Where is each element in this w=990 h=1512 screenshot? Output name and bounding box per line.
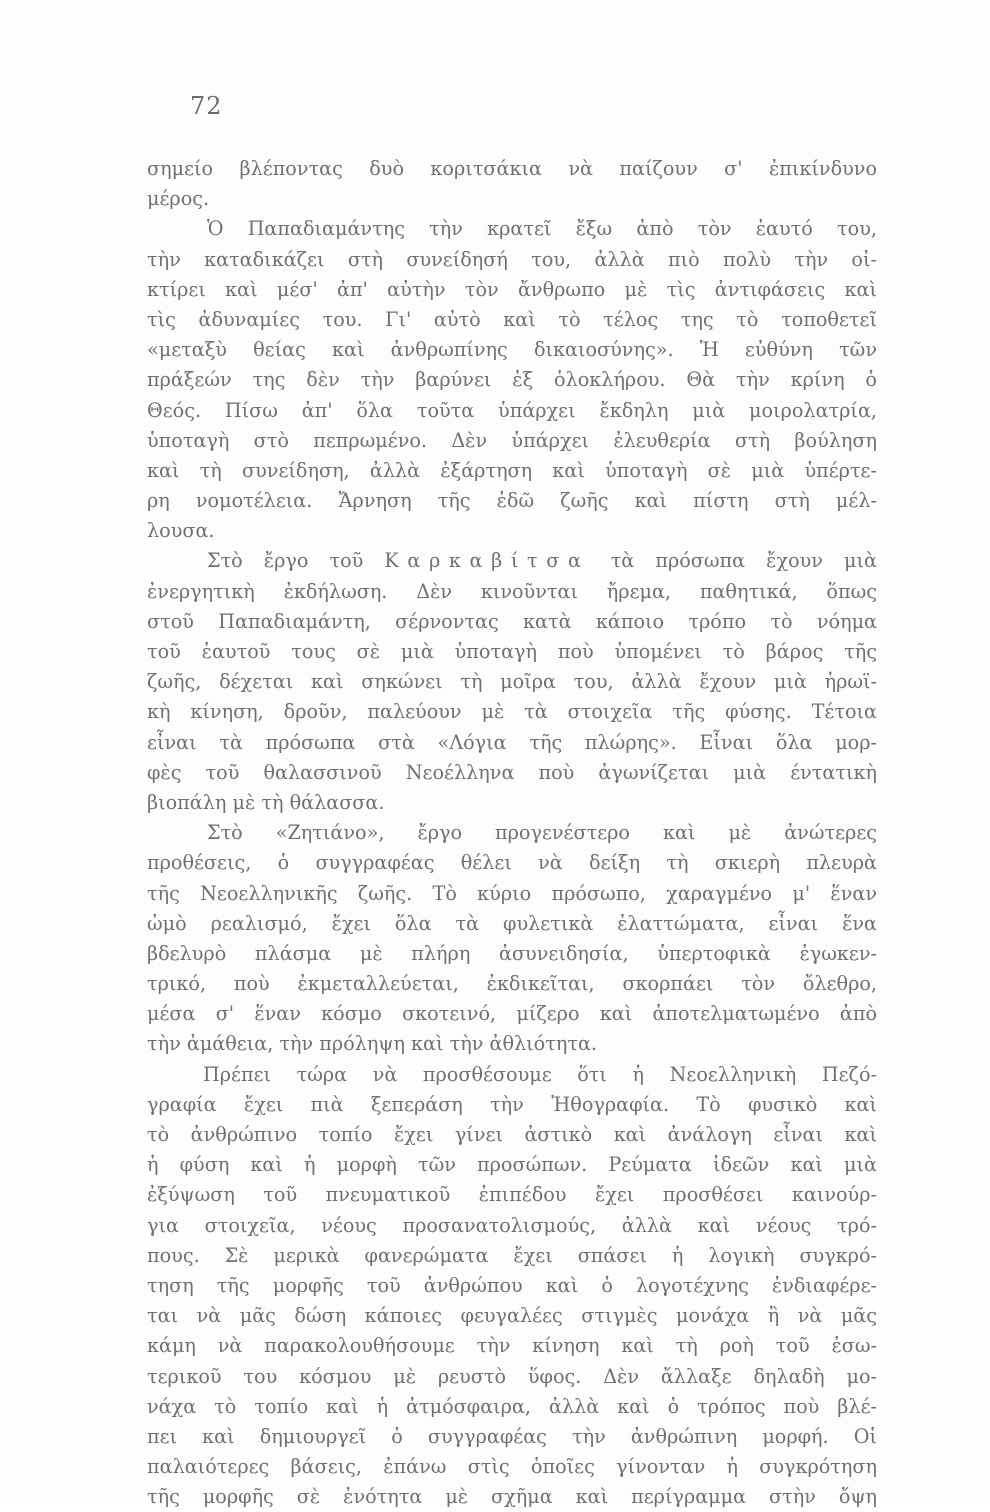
- text-line: τοῦ ἑαυτοῦ τους σὲ μιὰ ὑποταγὴ ποὺ ὑπομένει τὸ βάρος τῆς: [147, 640, 877, 663]
- text-line: τὸ ἀνθρώπινο τοπίο ἔχει γίνει ἀστικὸ καὶ ἀνάλογη εἶναι καὶ: [147, 1123, 877, 1146]
- text-line: στοῦ Παπαδιαμάντη, σέρνοντας κατὰ κάποιο τρόπο τὸ νόημα: [147, 609, 877, 633]
- text-line: προθέσεις, ὁ συγγραφέας θέλει νὰ δείξη τὴ σκιερὴ πλευρὰ: [147, 851, 877, 875]
- text-line: ὠμὸ ρεαλισμό, ἔχει ὅλα τὰ φυλετικὰ ἐλαττώματα, εἶναι ἕνα: [147, 911, 877, 935]
- paragraph-start-line: Στὸ «Ζητιάνο», ἔργο προγενέστερο καὶ μὲ ἀνώτερες: [207, 821, 877, 845]
- text-line: τὴν ἀμάθεια, τὴν πρόληψη καὶ τὴν ἀθλιότητα.: [147, 1032, 598, 1056]
- text-line: νάχα τὸ τοπίο καὶ ἡ ἀτμόσφαιρα, ἀλλὰ καὶ ὁ τρόπος ποὺ βλέ-: [147, 1394, 877, 1418]
- text-line: κτίρει καὶ μέσ' ἀπ' αὐτὴν τὸν ἄνθρωπο μὲ τὶς ἀντιφάσεις καὶ: [147, 277, 877, 301]
- text-line: εἶναι τὰ πρόσωπα στὰ «Λόγια τῆς πλώρης». Εἶναι ὅλα μορ-: [147, 730, 877, 754]
- text-line: καὶ τὴ συνείδηση, ἀλλὰ ἐξάρτηση καὶ ὑποταγὴ σὲ μιὰ ὑπέρτε-: [147, 458, 877, 482]
- text-line: ρη νομοτέλεια. Ἄρνηση τῆς ἐδῶ ζωῆς καὶ πίστη στὴ μέλ-: [147, 489, 877, 513]
- text-line: ζωῆς, δέχεται καὶ σηκώνει τὴ μοῖρα του, ἀλλὰ ἔχουν μιὰ ἡρωϊ-: [147, 670, 877, 694]
- text-line: ται νὰ μᾶς δώση κάποιες φευγαλέες στιγμὲς μονάχα ἢ νὰ μᾶς: [147, 1304, 877, 1328]
- text-line: κὴ κίνηση, δροῦν, παλεύουν μὲ τὰ στοιχεῖα τῆς φύσης. Τέτοια: [147, 700, 877, 724]
- text-line: βιοπάλη μὲ τὴ θάλασσα.: [147, 790, 385, 814]
- text-line: πράξεών της δὲν τὴν βαρύνει ἐξ ὁλοκλήρου. Θὰ τὴν κρίνη ὁ: [147, 368, 877, 392]
- text-line: τηση τῆς μορφῆς τοῦ ἀνθρώπου καὶ ὁ λογοτέχνης ἐνδιαφέρε-: [147, 1273, 877, 1297]
- text-line: τὴν καταδικάζει στὴ συνείδησή του, ἀλλὰ πιὸ πολὺ τὴν οἰ-: [147, 247, 877, 271]
- text-line: ἐνεργητικὴ ἐκδήλωση. Δὲν κινοῦνται ἤρεμα, παθητικά, ὅπως: [147, 579, 877, 603]
- text-line: ἐξύψωση τοῦ πνευματικοῦ ἐπιπέδου ἔχει προσθέσει καινούρ-: [147, 1183, 877, 1207]
- paragraph-start-line: Πρέπει τώρα νὰ προσθέσουμε ὅτι ἡ Νεοελληνικὴ Πεζό-: [203, 1062, 877, 1086]
- text-line: τῆς Νεοελληνικῆς ζωῆς. Τὸ κύριο πρόσωπο, χαραγμένο μ' ἕναν: [147, 881, 877, 905]
- author-name-spaced: Καρκαβίτσα: [384, 549, 590, 573]
- text-line: τὶς ἀδυναμίες του. Γι' αὐτὸ καὶ τὸ τέλος της τὸ τοποθετεῖ: [147, 307, 877, 331]
- text-line: «μεταξὺ θείας καὶ ἀνθρωπίνης δικαιοσύνης». Ἡ εὐθύνη τῶν: [147, 338, 877, 362]
- text-line: τρικό, ποὺ ἐκμεταλλεύεται, ἐκδικεῖται, σκορπάει τὸν ὄλεθρο,: [147, 972, 877, 996]
- text-line: γραφία ἔχει πιὰ ξεπεράση τὴν Ἠθογραφία. Τὸ φυσικὸ καὶ: [147, 1092, 877, 1116]
- text-line: τερικοῦ του κόσμου μὲ ρευστὸ ὕφος. Δὲν ἄλλαξε δηλαδὴ μο-: [147, 1364, 877, 1388]
- text-line: ἡ φύση καὶ ἡ μορφὴ τῶν προσώπων. Ρεύματα ἰδεῶν καὶ μιὰ: [147, 1153, 877, 1177]
- text-line: λουσα.: [147, 519, 215, 543]
- text-line: τῆς μορφῆς σὲ ἑνότητα μὲ σχῆμα καὶ περίγραμμα στὴν ὄψη: [147, 1485, 877, 1509]
- text-line: κάμη νὰ παρακολουθήσουμε τὴν κίνηση καὶ τὴ ροὴ τοῦ ἐσω-: [147, 1334, 877, 1358]
- paragraph-start-line: [147, 546, 877, 576]
- line-segment: Στὸ ἔργο τοῦ: [207, 549, 364, 573]
- text-line: φὲς τοῦ θαλασσινοῦ Νεοέλληνα ποὺ ἀγωνίζεται μιὰ έντατικὴ: [147, 760, 877, 784]
- text-line: μέρος.: [147, 187, 210, 211]
- text-line: βδελυρὸ πλάσμα μὲ πλήρη ἀσυνειδησία, ὑπερτοφικὰ ἐγωκεν-: [147, 941, 877, 965]
- text-line: ὑποταγὴ στὸ πεπρωμένο. Δὲν ὑπάρχει ἐλευθερία στὴ βούληση: [147, 428, 877, 452]
- paragraph-start-line: Ὁ Παπαδιαμάντης τὴν κρατεῖ ἔξω ἀπὸ τὸν ἑαυτό του,: [207, 217, 877, 241]
- text-line: πους. Σὲ μερικὰ φανερώματα ἔχει σπάσει ἡ λογικὴ συγκρό-: [147, 1243, 877, 1267]
- text-line: για στοιχεῖα, νέους προσανατολισμούς, ἀλλὰ καὶ νέους τρό-: [147, 1213, 877, 1237]
- page-number: 72: [190, 92, 223, 120]
- text-line: Θεός. Πίσω ἀπ' ὅλα τοῦτα ὑπάρχει ἔκδηλη μιὰ μοιρολατρία,: [147, 398, 877, 422]
- body-text: [147, 154, 877, 1512]
- text-line: παλαιότερες βάσεις, ἐπάνω στὶς ὁποῖες γίνονταν ἡ συγκρότηση: [147, 1455, 877, 1479]
- text-line: μέσα σ' ἕναν κόσμο σκοτεινό, μίζερο καὶ ἀποτελματωμένο ἀπὸ: [147, 1002, 877, 1026]
- line-segment: τὰ πρόσωπα ἔχουν μιὰ: [610, 549, 877, 573]
- text-line: πει καὶ δημιουργεῖ ὁ συγγραφέας τὴν ἀνθρώπινη μορφή. Οἱ: [147, 1424, 877, 1448]
- text-line: σημείο βλέποντας δυὸ κοριτσάκια νὰ παίζουν σ' ἐπικίνδυνο: [147, 157, 877, 180]
